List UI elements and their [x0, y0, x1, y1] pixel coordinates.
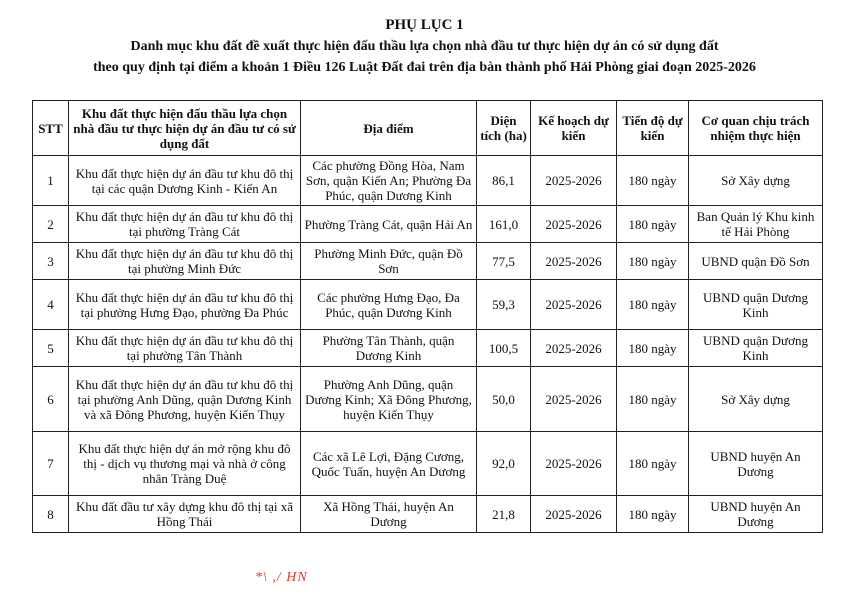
document-subtitle-line-1: Danh mục khu đất đề xuất thực hiện đấu thầu lựa chọn nhà đầu tư thực hiện dự án có sử dụng đất [130, 39, 719, 54]
cell-agency: Sở Xây dựng [689, 156, 823, 206]
cell-agency: UBND quận Dương Kinh [689, 280, 823, 330]
appendix-title: PHỤ LỤC 1 [385, 17, 464, 33]
cell-stt: 6 [33, 367, 69, 432]
cell-location: Các phường Đồng Hòa, Nam Sơn, quận Kiến An; Phường Đa Phúc, quận Dương Kinh [301, 156, 477, 206]
table-row [33, 243, 823, 280]
cell-location: Phường Tân Thành, quận Dương Kinh [301, 330, 477, 367]
document-subtitle-line-2: theo quy định tại điểm a khoản 1 Điều 126 Luật Đất đai trên địa bàn thành phố Hải Phòng giai đoạn 2025-2026 [93, 60, 756, 75]
header-progress: Tiến độ dự kiến [617, 101, 689, 156]
header-land-plot: Khu đất thực hiện đấu thầu lựa chọn nhà đầu tư thực hiện dự án đầu tư có sử dụng đất [69, 101, 301, 156]
red-stamp-mark: *\ ,/ HN [255, 570, 308, 585]
cell-land-plot: Khu đất thực hiện dự án đầu tư khu đô thị tại phường Tân Thành [69, 330, 301, 367]
cell-plan: 2025-2026 [531, 496, 617, 533]
table-body [33, 156, 823, 533]
cell-plan: 2025-2026 [531, 156, 617, 206]
cell-location: Phường Minh Đức, quận Đồ Sơn [301, 243, 477, 280]
cell-agency: UBND quận Đồ Sơn [689, 243, 823, 280]
cell-progress: 180 ngày [617, 280, 689, 330]
header-location: Địa điểm [301, 101, 477, 156]
cell-land-plot: Khu đất thực hiện dự án đầu tư khu đô thị tại phường Tràng Cát [69, 206, 301, 243]
cell-land-plot: Khu đất thực hiện dự án đầu tư khu đô thị tại phường Minh Đức [69, 243, 301, 280]
cell-agency: UBND quận Dương Kinh [689, 330, 823, 367]
cell-progress: 180 ngày [617, 243, 689, 280]
cell-area: 77,5 [477, 243, 531, 280]
cell-progress: 180 ngày [617, 156, 689, 206]
cell-plan: 2025-2026 [531, 206, 617, 243]
cell-area: 50,0 [477, 367, 531, 432]
table-header-row [33, 101, 823, 156]
cell-progress: 180 ngày [617, 330, 689, 367]
table-row [33, 156, 823, 206]
cell-location: Xã Hồng Thái, huyện An Dương [301, 496, 477, 533]
cell-land-plot: Khu đất thực hiện dự án mở rộng khu đô thị - dịch vụ thương mại và nhà ở công nhân Tràng Duệ [69, 432, 301, 496]
table-row [33, 330, 823, 367]
cell-plan: 2025-2026 [531, 367, 617, 432]
cell-stt: 2 [33, 206, 69, 243]
cell-agency: UBND huyện An Dương [689, 496, 823, 533]
header-agency: Cơ quan chịu trách nhiệm thực hiện [689, 101, 823, 156]
cell-progress: 180 ngày [617, 432, 689, 496]
cell-area: 21,8 [477, 496, 531, 533]
cell-stt: 1 [33, 156, 69, 206]
cell-progress: 180 ngày [617, 496, 689, 533]
cell-plan: 2025-2026 [531, 243, 617, 280]
cell-land-plot: Khu đất đầu tư xây dựng khu đô thị tại xã Hồng Thái [69, 496, 301, 533]
cell-plan: 2025-2026 [531, 330, 617, 367]
cell-area: 100,5 [477, 330, 531, 367]
land-plots-table [32, 100, 823, 533]
cell-progress: 180 ngày [617, 367, 689, 432]
table-row [33, 280, 823, 330]
cell-location: Phường Tràng Cát, quận Hải An [301, 206, 477, 243]
cell-location: Phường Anh Dũng, quận Dương Kinh; Xã Đông Phương, huyện Kiến Thụy [301, 367, 477, 432]
table-row [33, 496, 823, 533]
cell-agency: Sở Xây dựng [689, 367, 823, 432]
cell-land-plot: Khu đất thực hiện dự án đầu tư khu đô thị tại phường Hưng Đạo, phường Đa Phúc [69, 280, 301, 330]
cell-plan: 2025-2026 [531, 280, 617, 330]
table-row [33, 206, 823, 243]
cell-agency: Ban Quản lý Khu kinh tế Hải Phòng [689, 206, 823, 243]
header-area: Diện tích (ha) [477, 101, 531, 156]
cell-stt: 7 [33, 432, 69, 496]
cell-stt: 8 [33, 496, 69, 533]
table-row [33, 367, 823, 432]
table-row [33, 432, 823, 496]
header-stt: STT [33, 101, 69, 156]
cell-progress: 180 ngày [617, 206, 689, 243]
cell-area: 161,0 [477, 206, 531, 243]
cell-agency: UBND huyện An Dương [689, 432, 823, 496]
cell-stt: 3 [33, 243, 69, 280]
header-plan: Kế hoạch dự kiến [531, 101, 617, 156]
cell-location: Các phường Hưng Đạo, Đa Phúc, quận Dương Kinh [301, 280, 477, 330]
cell-land-plot: Khu đất thực hiện dự án đầu tư khu đô thị tại các quận Dương Kinh - Kiến An [69, 156, 301, 206]
cell-area: 92,0 [477, 432, 531, 496]
cell-area: 86,1 [477, 156, 531, 206]
cell-land-plot: Khu đất thực hiện dự án đầu tư khu đô thị tại phường Anh Dũng, quận Dương Kinh và xã Đông Phương, huyện Kiến Thụy [69, 367, 301, 432]
cell-area: 59,3 [477, 280, 531, 330]
cell-plan: 2025-2026 [531, 432, 617, 496]
cell-location: Các xã Lê Lợi, Đặng Cương, Quốc Tuấn, huyện An Dương [301, 432, 477, 496]
cell-stt: 5 [33, 330, 69, 367]
cell-stt: 4 [33, 280, 69, 330]
